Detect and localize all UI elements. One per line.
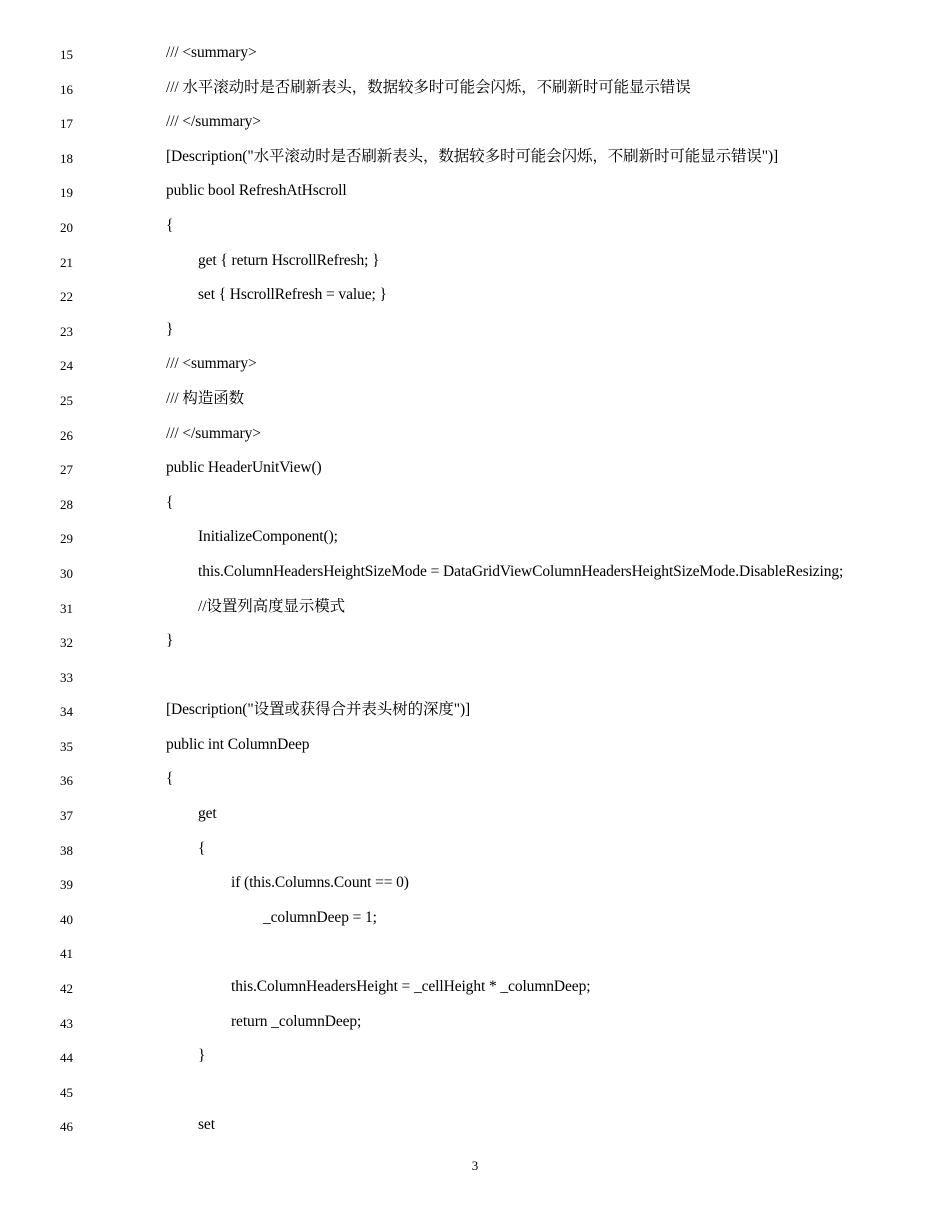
line-number: 31: [60, 600, 73, 616]
code-line: [0, 140, 950, 175]
line-number: 18: [60, 150, 73, 166]
code-line: [0, 590, 950, 625]
code-text: [Description("设置或获得合并表头树的深度")]: [166, 701, 471, 719]
code-text: //设置列高度显示模式: [198, 597, 346, 615]
line-number: 45: [60, 1084, 73, 1100]
code-text: public HeaderUnitView(): [166, 459, 322, 477]
code-line: [0, 624, 950, 659]
code-line: [0, 659, 950, 694]
code-line: [0, 313, 950, 348]
code-text: /// <summary>: [166, 355, 257, 373]
code-line: [0, 105, 950, 140]
code-line: [0, 174, 950, 209]
line-number: 23: [60, 323, 73, 339]
line-number: 26: [60, 427, 73, 443]
code-text: this.ColumnHeadersHeight = _cellHeight * _columnDeep;: [231, 978, 591, 996]
code-text: public int ColumnDeep: [166, 735, 310, 753]
code-text: {: [166, 770, 174, 788]
line-number: 36: [60, 773, 73, 789]
line-number: 40: [60, 911, 73, 927]
code-line: [0, 901, 950, 936]
code-text: }: [198, 1047, 206, 1065]
code-line: [0, 451, 950, 486]
code-text: get { return HscrollRefresh; }: [198, 251, 380, 269]
code-text: {: [166, 493, 174, 511]
code-line: [0, 486, 950, 521]
code-text: _columnDeep = 1;: [263, 908, 377, 926]
code-text: /// </summary>: [166, 424, 261, 442]
code-line: [0, 1108, 950, 1143]
code-line: [0, 347, 950, 382]
code-text: }: [166, 632, 174, 650]
code-text: public bool RefreshAtHscroll: [166, 182, 347, 200]
code-line: [0, 555, 950, 590]
line-number: 21: [60, 254, 73, 270]
code-text: this.ColumnHeadersHeightSizeMode = DataGridViewColumnHeadersHeightSizeMode.DisableResizing;: [198, 562, 844, 580]
code-text: /// <summary>: [166, 44, 257, 61]
code-line: [0, 797, 950, 832]
code-text: /// 水平滚动时是否刷新表头，数据较多时可能会闪烁，不刷新时可能显示错误: [166, 78, 691, 96]
line-number: 42: [60, 981, 73, 997]
line-number: 35: [60, 738, 73, 754]
code-text: get: [198, 805, 217, 823]
code-line: [0, 520, 950, 555]
code-line: [0, 1039, 950, 1074]
code-text: /// 构造函数: [166, 389, 244, 407]
line-number: 15: [60, 47, 73, 62]
line-number: 34: [60, 704, 73, 720]
line-number: 29: [60, 531, 73, 547]
code-text: /// </summary>: [166, 113, 261, 131]
code-line: [0, 209, 950, 244]
code-line: [0, 693, 950, 728]
line-number: 44: [60, 1050, 73, 1066]
code-text: if (this.Columns.Count == 0): [231, 874, 409, 892]
line-number: 24: [60, 358, 73, 374]
code-text: {: [198, 839, 206, 857]
line-number: 38: [60, 842, 73, 858]
line-number: 27: [60, 462, 73, 478]
code-line: [0, 1074, 950, 1109]
line-number: 43: [60, 1015, 73, 1031]
line-number: 39: [60, 877, 73, 893]
line-number: 19: [60, 185, 73, 201]
line-number: 33: [60, 669, 73, 685]
code-line: [0, 832, 950, 867]
code-line: [0, 970, 950, 1005]
code-text: }: [166, 320, 174, 338]
code-line: [0, 36, 950, 71]
line-number: 25: [60, 392, 73, 408]
code-line: [0, 935, 950, 970]
code-text: [Description("水平滚动时是否刷新表头，数据较多时可能会闪烁，不刷新时可能显示错误")]: [166, 147, 779, 165]
code-listing: [0, 36, 950, 1143]
line-number: 22: [60, 289, 73, 305]
code-text: set { HscrollRefresh = value; }: [198, 286, 387, 304]
code-line: [0, 866, 950, 901]
line-number: 28: [60, 496, 73, 512]
code-line: [0, 382, 950, 417]
code-text: return _columnDeep;: [231, 1012, 362, 1030]
line-number: 37: [60, 808, 73, 824]
code-line: [0, 278, 950, 313]
code-text: InitializeComponent();: [198, 528, 338, 546]
line-number: 20: [60, 219, 73, 235]
code-line: [0, 728, 950, 763]
page-number: 3: [471, 1158, 479, 1173]
line-number: 17: [60, 116, 73, 132]
line-number: 30: [60, 565, 73, 581]
code-line: [0, 71, 950, 106]
line-number: 16: [60, 81, 73, 97]
code-line: [0, 762, 950, 797]
code-line: [0, 1005, 950, 1040]
line-number: 41: [60, 946, 73, 962]
code-line: [0, 417, 950, 452]
code-text: {: [166, 216, 174, 234]
line-number: 46: [60, 1119, 73, 1135]
code-line: [0, 244, 950, 279]
code-text: set: [198, 1116, 215, 1134]
line-number: 32: [60, 635, 73, 651]
